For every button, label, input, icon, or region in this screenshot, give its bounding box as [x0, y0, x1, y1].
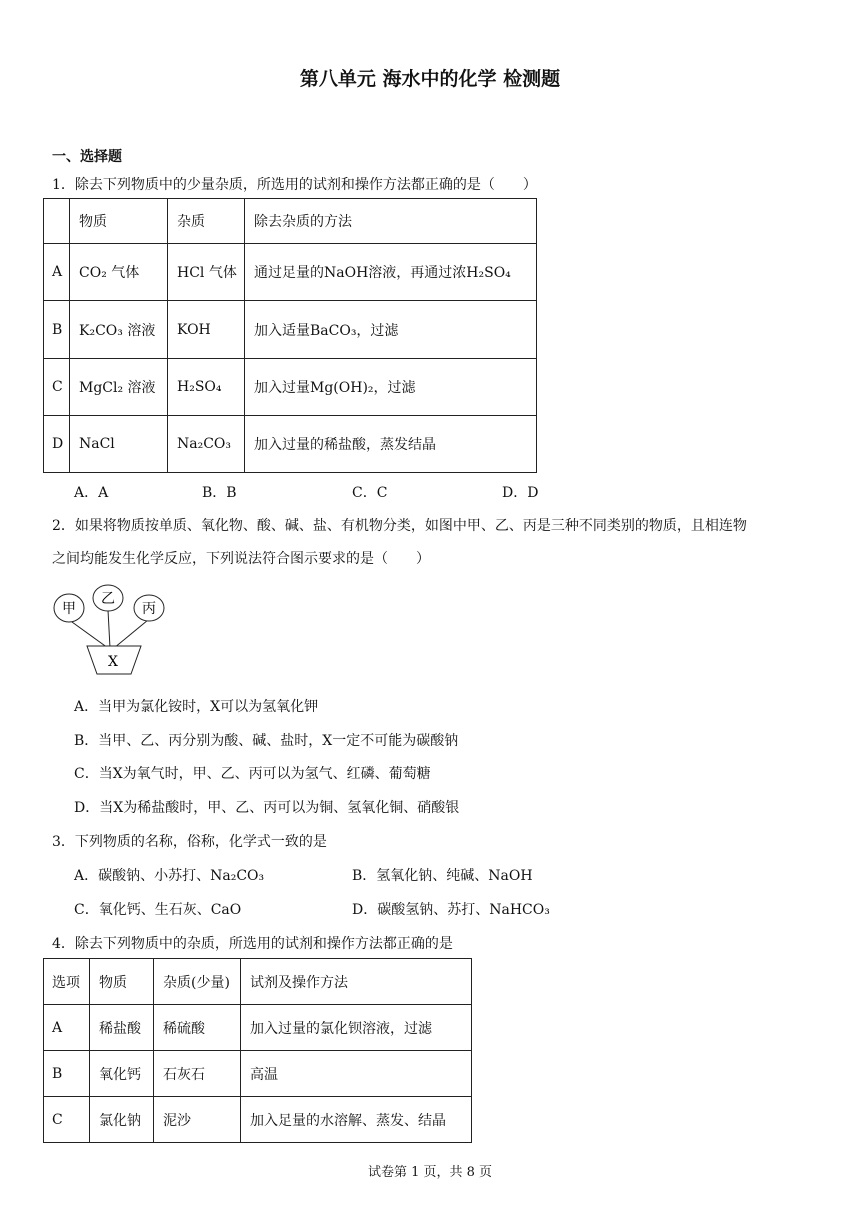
method-cell: 高温 — [241, 1051, 472, 1097]
option-a[interactable]: A．当甲为氯化铵时，X可以为氢氧化钾 — [74, 699, 319, 715]
option-a[interactable]: A．碳酸钠、小苏打、Na₂CO₃ — [74, 868, 265, 884]
table-row — [44, 1097, 472, 1143]
header-cell: 物质 — [70, 199, 168, 244]
table-header-row — [44, 199, 537, 244]
substance-cell: 氯化钠 — [90, 1097, 154, 1143]
reaction-diagram — [50, 580, 175, 680]
table-row — [44, 301, 537, 359]
question-2-stem-line2: 之间均能发生化学反应，下列说法符合图示要求的是（ ） — [52, 551, 430, 567]
impurity-cell: 泥沙 — [154, 1097, 241, 1143]
table-row — [44, 416, 537, 473]
impurity-cell: H₂SO₄ — [168, 359, 245, 416]
header-cell: 选项 — [44, 959, 90, 1005]
method-cell: 加入过量的氯化钡溶液，过滤 — [241, 1005, 472, 1051]
substance-cell: 稀盐酸 — [90, 1005, 154, 1051]
question-1-table — [43, 198, 537, 473]
row-label: C — [44, 1097, 90, 1143]
header-cell: 物质 — [90, 959, 154, 1005]
substance-cell: K₂CO₃ 溶液 — [70, 301, 168, 359]
substance-cell: CO₂ 气体 — [70, 244, 168, 301]
substance-cell: 氧化钙 — [90, 1051, 154, 1097]
question-4-table — [43, 958, 472, 1143]
table-row — [44, 359, 537, 416]
impurity-cell: HCl 气体 — [168, 244, 245, 301]
substance-cell: MgCl₂ 溶液 — [70, 359, 168, 416]
option-c[interactable]: C．当X为氧气时，甲、乙、丙可以为氢气、红磷、葡萄糖 — [74, 766, 431, 782]
option-b[interactable]: B．B — [202, 485, 237, 501]
base-label: X — [108, 654, 118, 670]
option-d[interactable]: D．D — [502, 485, 539, 501]
question-2-stem-line1: 2．如果将物质按单质、氧化物、酸、碱、盐、有机物分类，如图中甲、乙、丙是三种不同类别的物质，且相连物 — [52, 518, 747, 534]
header-cell: 除去杂质的方法 — [245, 199, 537, 244]
page-footer: 试卷第 1 页，共 8 页 — [367, 1165, 493, 1180]
row-label: B — [44, 1051, 90, 1097]
header-cell: 杂质 — [168, 199, 245, 244]
table-row — [44, 244, 537, 301]
row-label: B — [44, 301, 70, 359]
node-label: 丙 — [142, 601, 156, 617]
option-b[interactable]: B．当甲、乙、丙分别为酸、碱、盐时，X一定不可能为碳酸钠 — [74, 733, 459, 749]
impurity-cell: 石灰石 — [154, 1051, 241, 1097]
node-label: 甲 — [62, 601, 76, 617]
connector-line — [108, 610, 110, 648]
question-4-stem: 4．除去下列物质中的杂质，所选用的试剂和操作方法都正确的是 — [52, 936, 453, 952]
section-heading: 一、选择题 — [52, 149, 122, 165]
method-cell: 加入足量的水溶解、蒸发、结晶 — [241, 1097, 472, 1143]
option-c[interactable]: C．C — [352, 485, 388, 501]
method-cell: 加入适量BaCO₃，过滤 — [245, 301, 537, 359]
row-label: D — [44, 416, 70, 473]
option-d[interactable]: D．当X为稀盐酸时，甲、乙、丙可以为铜、氢氧化铜、硝酸银 — [74, 800, 460, 816]
row-label: C — [44, 359, 70, 416]
method-cell: 通过足量的NaOH溶液，再通过浓H₂SO₄ — [245, 244, 537, 301]
question-1-stem: 1．除去下列物质中的少量杂质，所选用的试剂和操作方法都正确的是（ ） — [52, 177, 537, 193]
node-label: 乙 — [101, 591, 115, 607]
connector-line — [114, 620, 148, 648]
option-b[interactable]: B．氢氧化钠、纯碱、NaOH — [352, 868, 533, 884]
table-header-row — [44, 959, 472, 1005]
impurity-cell: Na₂CO₃ — [168, 416, 245, 473]
row-label: A — [44, 1005, 90, 1051]
page-title: 第八单元 海水中的化学 检测题 — [299, 68, 561, 90]
row-label: A — [44, 244, 70, 301]
option-a[interactable]: A．A — [74, 485, 109, 501]
option-d[interactable]: D．碳酸氢钠、苏打、NaHCO₃ — [352, 902, 550, 918]
table-row — [44, 1051, 472, 1097]
impurity-cell: KOH — [168, 301, 245, 359]
header-cell — [44, 199, 70, 244]
header-cell: 试剂及操作方法 — [241, 959, 472, 1005]
impurity-cell: 稀硫酸 — [154, 1005, 241, 1051]
table-row — [44, 1005, 472, 1051]
method-cell: 加入过量的稀盐酸，蒸发结晶 — [245, 416, 537, 473]
option-c[interactable]: C．氧化钙、生石灰、CaO — [74, 902, 242, 918]
method-cell: 加入过量Mg(OH)₂，过滤 — [245, 359, 537, 416]
question-3-stem: 3．下列物质的名称，俗称，化学式一致的是 — [52, 834, 327, 850]
substance-cell: NaCl — [70, 416, 168, 473]
header-cell: 杂质(少量) — [154, 959, 241, 1005]
connector-line — [72, 622, 108, 648]
